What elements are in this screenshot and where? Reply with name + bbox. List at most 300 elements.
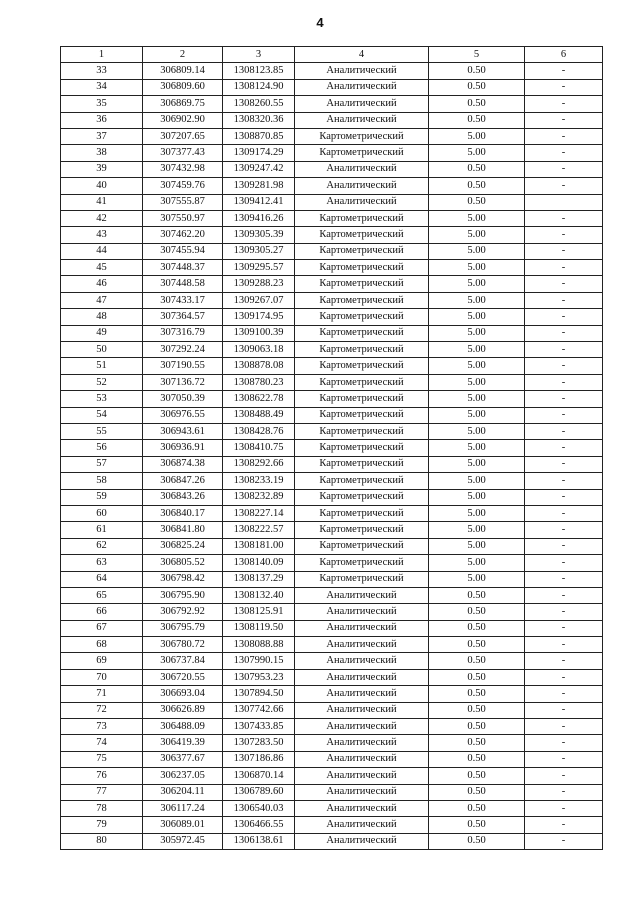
cell-note: - (525, 587, 603, 603)
cell-point-number: 69 (61, 653, 143, 669)
column-header-4: 4 (295, 47, 429, 63)
cell-note: - (525, 833, 603, 849)
cell-method: Аналитический (295, 702, 429, 718)
cell-x-coordinate: 306693.04 (143, 686, 223, 702)
cell-point-number: 38 (61, 145, 143, 161)
cell-x-coordinate: 306419.39 (143, 735, 223, 751)
cell-method: Аналитический (295, 178, 429, 194)
table-row (61, 538, 603, 554)
cell-point-number: 56 (61, 440, 143, 456)
cell-point-number: 79 (61, 817, 143, 833)
cell-x-coordinate: 307364.57 (143, 309, 223, 325)
cell-x-coordinate: 307455.94 (143, 243, 223, 259)
cell-point-number: 36 (61, 112, 143, 128)
cell-x-coordinate: 306841.80 (143, 522, 223, 538)
cell-y-coordinate: 1309305.27 (223, 243, 295, 259)
cell-note: - (525, 96, 603, 112)
table-row (61, 342, 603, 358)
cell-accuracy: 5.00 (429, 292, 525, 308)
cell-note: - (525, 292, 603, 308)
cell-note: - (525, 637, 603, 653)
table-row (61, 210, 603, 226)
table-row (61, 260, 603, 276)
cell-method: Картометрический (295, 571, 429, 587)
cell-x-coordinate: 306377.67 (143, 751, 223, 767)
cell-x-coordinate: 307050.39 (143, 391, 223, 407)
cell-method: Аналитический (295, 735, 429, 751)
cell-method: Картометрический (295, 145, 429, 161)
table-row (61, 587, 603, 603)
cell-y-coordinate: 1309295.57 (223, 260, 295, 276)
cell-y-coordinate: 1306540.03 (223, 800, 295, 816)
cell-accuracy: 0.50 (429, 800, 525, 816)
cell-y-coordinate: 1308181.00 (223, 538, 295, 554)
cell-point-number: 53 (61, 391, 143, 407)
table-row (61, 522, 603, 538)
cell-y-coordinate: 1308132.40 (223, 587, 295, 603)
cell-accuracy: 0.50 (429, 587, 525, 603)
cell-method: Аналитический (295, 79, 429, 95)
table-row (61, 653, 603, 669)
cell-method: Аналитический (295, 161, 429, 177)
cell-note: - (525, 456, 603, 472)
table-row (61, 604, 603, 620)
cell-accuracy: 0.50 (429, 96, 525, 112)
table-row (61, 358, 603, 374)
cell-accuracy: 5.00 (429, 391, 525, 407)
cell-accuracy: 5.00 (429, 473, 525, 489)
cell-method: Картометрический (295, 128, 429, 144)
cell-note: - (525, 325, 603, 341)
cell-point-number: 75 (61, 751, 143, 767)
cell-point-number: 63 (61, 555, 143, 571)
cell-y-coordinate: 1306138.61 (223, 833, 295, 849)
cell-accuracy: 5.00 (429, 128, 525, 144)
table-row (61, 128, 603, 144)
cell-note: - (525, 374, 603, 390)
cell-note: - (525, 719, 603, 735)
cell-method: Аналитический (295, 587, 429, 603)
cell-x-coordinate: 306780.72 (143, 637, 223, 653)
table-row (61, 374, 603, 390)
cell-y-coordinate: 1309247.42 (223, 161, 295, 177)
cell-y-coordinate: 1309174.95 (223, 309, 295, 325)
cell-x-coordinate: 306792.92 (143, 604, 223, 620)
cell-accuracy: 5.00 (429, 243, 525, 259)
cell-method: Аналитический (295, 719, 429, 735)
cell-point-number: 37 (61, 128, 143, 144)
cell-note: - (525, 702, 603, 718)
cell-accuracy: 0.50 (429, 817, 525, 833)
coordinates-table (60, 46, 603, 850)
cell-y-coordinate: 1308123.85 (223, 63, 295, 79)
cell-accuracy: 5.00 (429, 538, 525, 554)
cell-point-number: 62 (61, 538, 143, 554)
cell-point-number: 60 (61, 505, 143, 521)
cell-y-coordinate: 1308124.90 (223, 79, 295, 95)
cell-y-coordinate: 1308320.36 (223, 112, 295, 128)
cell-note: - (525, 620, 603, 636)
cell-note: - (525, 243, 603, 259)
cell-note: - (525, 473, 603, 489)
cell-x-coordinate: 307432.98 (143, 161, 223, 177)
table-row (61, 194, 603, 210)
table-row (61, 555, 603, 571)
cell-y-coordinate: 1307742.66 (223, 702, 295, 718)
table-row (61, 669, 603, 685)
table-row (61, 473, 603, 489)
cell-x-coordinate: 307136.72 (143, 374, 223, 390)
table-row (61, 391, 603, 407)
cell-method: Аналитический (295, 653, 429, 669)
cell-x-coordinate: 307292.24 (143, 342, 223, 358)
cell-method: Картометрический (295, 538, 429, 554)
cell-accuracy: 0.50 (429, 637, 525, 653)
cell-y-coordinate: 1307433.85 (223, 719, 295, 735)
cell-method: Картометрический (295, 407, 429, 423)
cell-point-number: 61 (61, 522, 143, 538)
cell-x-coordinate: 306843.26 (143, 489, 223, 505)
cell-x-coordinate: 306795.79 (143, 620, 223, 636)
cell-accuracy: 5.00 (429, 423, 525, 439)
cell-method: Картометрический (295, 292, 429, 308)
table-row (61, 751, 603, 767)
cell-y-coordinate: 1308260.55 (223, 96, 295, 112)
table-row (61, 79, 603, 95)
cell-method: Аналитический (295, 833, 429, 849)
cell-y-coordinate: 1308428.76 (223, 423, 295, 439)
cell-method: Картометрический (295, 555, 429, 571)
cell-point-number: 51 (61, 358, 143, 374)
cell-accuracy: 0.50 (429, 669, 525, 685)
cell-note: - (525, 358, 603, 374)
cell-point-number: 70 (61, 669, 143, 685)
cell-point-number: 58 (61, 473, 143, 489)
cell-point-number: 67 (61, 620, 143, 636)
cell-method: Аналитический (295, 112, 429, 128)
cell-note: - (525, 145, 603, 161)
column-header-3: 3 (223, 47, 295, 63)
cell-point-number: 66 (61, 604, 143, 620)
cell-point-number: 59 (61, 489, 143, 505)
cell-accuracy: 5.00 (429, 276, 525, 292)
cell-note (525, 194, 603, 210)
cell-method: Картометрический (295, 342, 429, 358)
cell-point-number: 74 (61, 735, 143, 751)
cell-point-number: 50 (61, 342, 143, 358)
cell-method: Аналитический (295, 669, 429, 685)
cell-x-coordinate: 307550.97 (143, 210, 223, 226)
cell-point-number: 42 (61, 210, 143, 226)
cell-note: - (525, 768, 603, 784)
page-number: 4 (316, 15, 324, 30)
cell-point-number: 72 (61, 702, 143, 718)
cell-method: Картометрический (295, 473, 429, 489)
cell-x-coordinate: 306976.55 (143, 407, 223, 423)
cell-x-coordinate: 306874.38 (143, 456, 223, 472)
cell-y-coordinate: 1308137.29 (223, 571, 295, 587)
cell-note: - (525, 817, 603, 833)
cell-point-number: 52 (61, 374, 143, 390)
cell-method: Картометрический (295, 505, 429, 521)
cell-y-coordinate: 1306789.60 (223, 784, 295, 800)
cell-point-number: 54 (61, 407, 143, 423)
cell-method: Аналитический (295, 784, 429, 800)
cell-note: - (525, 653, 603, 669)
cell-y-coordinate: 1309305.39 (223, 227, 295, 243)
cell-note: - (525, 260, 603, 276)
table-row (61, 292, 603, 308)
cell-point-number: 55 (61, 423, 143, 439)
cell-note: - (525, 342, 603, 358)
cell-method: Картометрический (295, 260, 429, 276)
table-row (61, 227, 603, 243)
cell-x-coordinate: 307316.79 (143, 325, 223, 341)
cell-point-number: 77 (61, 784, 143, 800)
cell-accuracy: 5.00 (429, 489, 525, 505)
cell-point-number: 33 (61, 63, 143, 79)
cell-accuracy: 5.00 (429, 358, 525, 374)
cell-accuracy: 5.00 (429, 325, 525, 341)
cell-point-number: 39 (61, 161, 143, 177)
cell-point-number: 65 (61, 587, 143, 603)
cell-method: Аналитический (295, 686, 429, 702)
table-body (61, 63, 603, 850)
cell-y-coordinate: 1309416.26 (223, 210, 295, 226)
cell-point-number: 68 (61, 637, 143, 653)
table-row (61, 243, 603, 259)
cell-y-coordinate: 1309100.39 (223, 325, 295, 341)
cell-y-coordinate: 1308780.23 (223, 374, 295, 390)
cell-y-coordinate: 1308292.66 (223, 456, 295, 472)
cell-x-coordinate: 307377.43 (143, 145, 223, 161)
cell-note: - (525, 63, 603, 79)
column-header-6: 6 (525, 47, 603, 63)
cell-y-coordinate: 1308125.91 (223, 604, 295, 620)
cell-method: Картометрический (295, 210, 429, 226)
cell-x-coordinate: 306737.84 (143, 653, 223, 669)
table-row (61, 276, 603, 292)
cell-x-coordinate: 306902.90 (143, 112, 223, 128)
cell-x-coordinate: 307433.17 (143, 292, 223, 308)
cell-x-coordinate: 306805.52 (143, 555, 223, 571)
cell-note: - (525, 391, 603, 407)
cell-point-number: 41 (61, 194, 143, 210)
cell-y-coordinate: 1309063.18 (223, 342, 295, 358)
cell-method: Аналитический (295, 63, 429, 79)
cell-accuracy: 0.50 (429, 735, 525, 751)
cell-method: Аналитический (295, 751, 429, 767)
cell-x-coordinate: 306809.14 (143, 63, 223, 79)
cell-x-coordinate: 306795.90 (143, 587, 223, 603)
cell-accuracy: 5.00 (429, 505, 525, 521)
cell-x-coordinate: 306237.05 (143, 768, 223, 784)
table-row (61, 719, 603, 735)
cell-accuracy: 0.50 (429, 719, 525, 735)
cell-note: - (525, 751, 603, 767)
cell-note: - (525, 407, 603, 423)
cell-x-coordinate: 306089.01 (143, 817, 223, 833)
cell-accuracy: 0.50 (429, 112, 525, 128)
cell-method: Картометрический (295, 276, 429, 292)
cell-x-coordinate: 305972.45 (143, 833, 223, 849)
cell-y-coordinate: 1309281.98 (223, 178, 295, 194)
cell-method: Картометрический (295, 374, 429, 390)
table-row (61, 784, 603, 800)
table-row (61, 161, 603, 177)
cell-point-number: 80 (61, 833, 143, 849)
cell-y-coordinate: 1308140.09 (223, 555, 295, 571)
cell-y-coordinate: 1308119.50 (223, 620, 295, 636)
cell-y-coordinate: 1307953.23 (223, 669, 295, 685)
cell-note: - (525, 538, 603, 554)
cell-y-coordinate: 1309174.29 (223, 145, 295, 161)
table-row (61, 620, 603, 636)
cell-accuracy: 0.50 (429, 751, 525, 767)
cell-x-coordinate: 307448.37 (143, 260, 223, 276)
table-row (61, 735, 603, 751)
cell-accuracy: 0.50 (429, 63, 525, 79)
cell-x-coordinate: 306869.75 (143, 96, 223, 112)
table-row (61, 145, 603, 161)
cell-note: - (525, 522, 603, 538)
cell-y-coordinate: 1308870.85 (223, 128, 295, 144)
cell-y-coordinate: 1309267.07 (223, 292, 295, 308)
cell-y-coordinate: 1309288.23 (223, 276, 295, 292)
table-row (61, 800, 603, 816)
table-row (61, 571, 603, 587)
cell-note: - (525, 489, 603, 505)
cell-point-number: 78 (61, 800, 143, 816)
column-header-2: 2 (143, 47, 223, 63)
cell-accuracy: 5.00 (429, 571, 525, 587)
cell-method: Картометрический (295, 391, 429, 407)
cell-note: - (525, 440, 603, 456)
cell-point-number: 49 (61, 325, 143, 341)
cell-x-coordinate: 306936.91 (143, 440, 223, 456)
cell-x-coordinate: 306798.42 (143, 571, 223, 587)
cell-note: - (525, 210, 603, 226)
cell-method: Аналитический (295, 620, 429, 636)
cell-note: - (525, 112, 603, 128)
cell-accuracy: 0.50 (429, 833, 525, 849)
cell-accuracy: 0.50 (429, 768, 525, 784)
cell-accuracy: 5.00 (429, 227, 525, 243)
cell-note: - (525, 735, 603, 751)
cell-note: - (525, 178, 603, 194)
cell-x-coordinate: 306720.55 (143, 669, 223, 685)
table-row (61, 423, 603, 439)
cell-note: - (525, 505, 603, 521)
cell-x-coordinate: 306943.61 (143, 423, 223, 439)
cell-point-number: 45 (61, 260, 143, 276)
table-row (61, 768, 603, 784)
cell-x-coordinate: 307459.76 (143, 178, 223, 194)
cell-x-coordinate: 306117.24 (143, 800, 223, 816)
cell-accuracy: 0.50 (429, 653, 525, 669)
cell-method: Картометрический (295, 423, 429, 439)
cell-method: Картометрический (295, 522, 429, 538)
cell-note: - (525, 800, 603, 816)
cell-y-coordinate: 1308410.75 (223, 440, 295, 456)
cell-method: Аналитический (295, 637, 429, 653)
cell-method: Аналитический (295, 768, 429, 784)
table-row (61, 456, 603, 472)
table-row (61, 489, 603, 505)
cell-x-coordinate: 307190.55 (143, 358, 223, 374)
cell-point-number: 43 (61, 227, 143, 243)
table-row (61, 112, 603, 128)
cell-x-coordinate: 307462.20 (143, 227, 223, 243)
cell-x-coordinate: 306809.60 (143, 79, 223, 95)
cell-method: Картометрический (295, 309, 429, 325)
cell-y-coordinate: 1307894.50 (223, 686, 295, 702)
cell-method: Картометрический (295, 227, 429, 243)
cell-accuracy: 0.50 (429, 784, 525, 800)
cell-y-coordinate: 1308232.89 (223, 489, 295, 505)
cell-y-coordinate: 1308878.08 (223, 358, 295, 374)
cell-x-coordinate: 306840.17 (143, 505, 223, 521)
table-row (61, 686, 603, 702)
cell-y-coordinate: 1307990.15 (223, 653, 295, 669)
table-row (61, 407, 603, 423)
table-row (61, 63, 603, 79)
cell-method: Аналитический (295, 800, 429, 816)
cell-note: - (525, 423, 603, 439)
cell-x-coordinate: 306825.24 (143, 538, 223, 554)
cell-y-coordinate: 1306466.55 (223, 817, 295, 833)
cell-note: - (525, 784, 603, 800)
cell-accuracy: 5.00 (429, 210, 525, 226)
cell-point-number: 44 (61, 243, 143, 259)
cell-y-coordinate: 1307186.86 (223, 751, 295, 767)
cell-note: - (525, 309, 603, 325)
cell-accuracy: 5.00 (429, 260, 525, 276)
cell-y-coordinate: 1308222.57 (223, 522, 295, 538)
cell-x-coordinate: 306488.09 (143, 719, 223, 735)
cell-accuracy: 5.00 (429, 374, 525, 390)
cell-note: - (525, 669, 603, 685)
cell-y-coordinate: 1308088.88 (223, 637, 295, 653)
cell-note: - (525, 276, 603, 292)
column-header-5: 5 (429, 47, 525, 63)
cell-point-number: 34 (61, 79, 143, 95)
table-row (61, 178, 603, 194)
cell-point-number: 71 (61, 686, 143, 702)
cell-y-coordinate: 1306870.14 (223, 768, 295, 784)
cell-y-coordinate: 1307283.50 (223, 735, 295, 751)
cell-accuracy: 5.00 (429, 440, 525, 456)
table-header-row (61, 47, 603, 63)
column-header-1: 1 (61, 47, 143, 63)
table-row (61, 702, 603, 718)
cell-x-coordinate: 306204.11 (143, 784, 223, 800)
cell-note: - (525, 79, 603, 95)
table-row (61, 833, 603, 849)
table-row (61, 96, 603, 112)
cell-x-coordinate: 306847.26 (143, 473, 223, 489)
cell-point-number: 57 (61, 456, 143, 472)
cell-method: Картометрический (295, 440, 429, 456)
cell-note: - (525, 686, 603, 702)
cell-method: Аналитический (295, 96, 429, 112)
table-row (61, 637, 603, 653)
table-row (61, 309, 603, 325)
cell-accuracy: 0.50 (429, 620, 525, 636)
cell-note: - (525, 128, 603, 144)
cell-note: - (525, 161, 603, 177)
cell-x-coordinate: 307448.58 (143, 276, 223, 292)
